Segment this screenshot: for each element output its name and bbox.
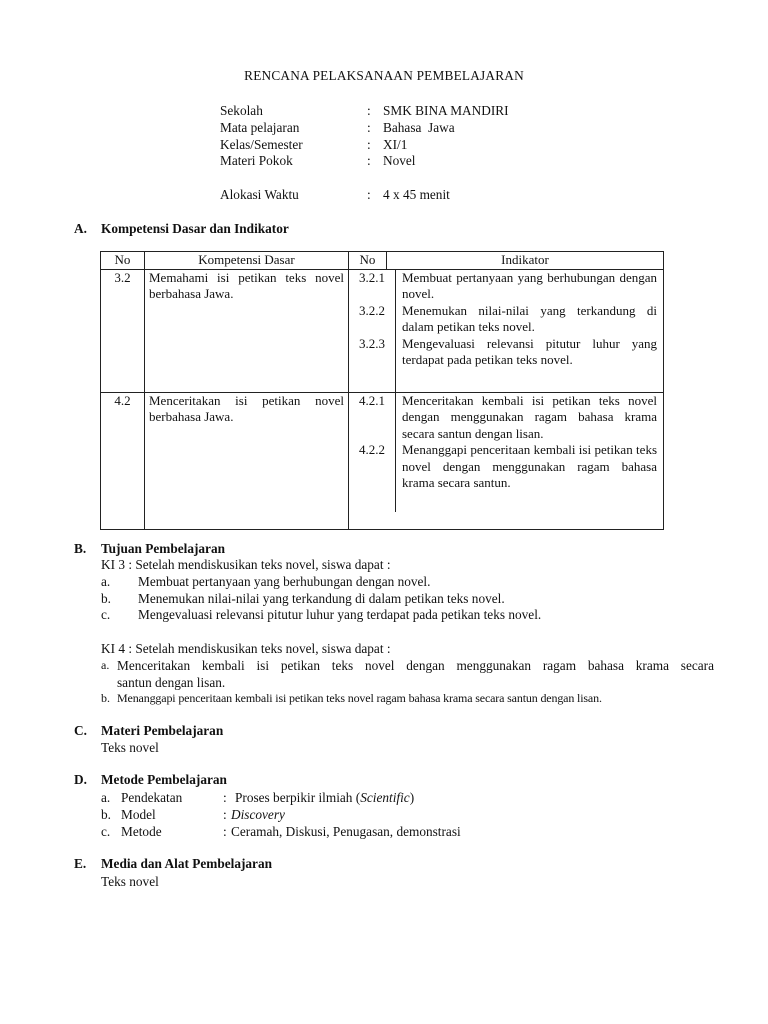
method-value bbox=[235, 789, 414, 806]
info-colon: : bbox=[367, 103, 371, 118]
section-c-body: Teks novel bbox=[101, 740, 159, 755]
kd-number: 4.2 bbox=[101, 392, 145, 529]
indicator-cell bbox=[349, 269, 664, 392]
info-value: Novel bbox=[383, 153, 416, 168]
method-mark: b. bbox=[101, 807, 111, 822]
section-letter: D. bbox=[74, 772, 87, 787]
info-colon: : bbox=[367, 187, 371, 202]
method-colon: : bbox=[223, 790, 227, 805]
info-value: SMK BINA MANDIRI bbox=[383, 103, 509, 118]
ki3-item: Menemukan nilai-nilai yang terkandung di dalam petikan teks novel. bbox=[138, 591, 505, 606]
table-row bbox=[101, 392, 664, 529]
document-title: RENCANA PELAKSANAAN PEMBELAJARAN bbox=[244, 68, 524, 83]
section-title: Kompetensi Dasar dan Indikator bbox=[101, 221, 289, 236]
header-indikator: Indikator bbox=[387, 252, 664, 270]
info-value: 4 x 45 menit bbox=[383, 187, 450, 202]
info-label: Kelas/Semester bbox=[220, 137, 303, 152]
indicator-number: 4.2.1 bbox=[349, 393, 396, 443]
indicator-text: Menceritakan kembali isi petikan teks novel dengan menggunakan ragam bahasa krama secara santun dengan lisan. bbox=[402, 392, 657, 441]
info-colon: : bbox=[367, 137, 371, 152]
ki4-item-b: Menanggapi penceritaan kembali isi petikan teks novel ragam bahasa krama secara santun dengan lisan. bbox=[117, 691, 602, 705]
section-letter: A. bbox=[74, 221, 87, 236]
method-colon: : bbox=[223, 807, 227, 822]
method-label: Pendekatan bbox=[121, 790, 183, 805]
ki3-mark: c. bbox=[101, 607, 111, 622]
section-letter: B. bbox=[74, 541, 87, 556]
competency-table bbox=[100, 251, 664, 530]
indicator-text: Menemukan nilai-nilai yang terkandung di dalam petikan teks novel. bbox=[402, 302, 657, 334]
ki4-item-a-line1: Menceritakan kembali isi petikan teks novel dengan menggunakan ragam bahasa krama secara bbox=[117, 658, 714, 673]
section-letter: C. bbox=[74, 723, 87, 738]
section-title: Metode Pembelajaran bbox=[101, 772, 227, 787]
method-value-italic: Scientific bbox=[360, 790, 410, 805]
indicator-number: 3.2.3 bbox=[349, 336, 396, 392]
header-no-indicator: No bbox=[349, 252, 387, 270]
ki4-item-a-line2: santun dengan lisan. bbox=[117, 675, 226, 690]
ki3-intro: KI 3 : Setelah mendiskusikan teks novel, siswa dapat : bbox=[101, 557, 391, 572]
info-value: Bahasa Jawa bbox=[383, 120, 455, 135]
section-title: Media dan Alat Pembelajaran bbox=[101, 856, 273, 871]
method-value bbox=[231, 806, 285, 823]
info-label: Sekolah bbox=[220, 103, 263, 118]
method-colon: : bbox=[223, 824, 227, 839]
method-mark: c. bbox=[101, 824, 111, 839]
ki4-mark: a. bbox=[101, 658, 110, 672]
ki3-mark: b. bbox=[101, 591, 111, 606]
info-colon: : bbox=[367, 120, 371, 135]
indicator-text: Membuat pertanyaan yang berhubungan dengan novel. bbox=[402, 269, 657, 301]
method-mark: a. bbox=[101, 790, 111, 805]
method-value-end: ) bbox=[409, 790, 415, 805]
info-label: Mata pelajaran bbox=[220, 120, 300, 135]
kd-number: 3.2 bbox=[101, 269, 145, 392]
indicator-number: 4.2.2 bbox=[349, 442, 396, 512]
indicator-number: 3.2.1 bbox=[349, 270, 396, 303]
section-letter: E. bbox=[74, 856, 87, 871]
method-value-text: Proses berpikir ilmiah ( bbox=[235, 790, 361, 805]
section-e-body: Teks novel bbox=[101, 874, 159, 889]
kd-text: Memahami isi petikan teks novel berbahasa Jawa. bbox=[145, 269, 349, 392]
ki3-mark: a. bbox=[101, 574, 111, 589]
method-label: Metode bbox=[121, 824, 162, 839]
ki3-item: Membuat pertanyaan yang berhubungan dengan novel. bbox=[138, 574, 431, 589]
method-value-italic: Discovery bbox=[231, 807, 285, 822]
section-title: Tujuan Pembelajaran bbox=[101, 541, 225, 556]
indicator-text: Menanggapi penceritaan kembali isi petikan teks novel dengan menggunakan ragam bahasa krama secara santun. bbox=[402, 442, 657, 490]
header-no: No bbox=[101, 252, 145, 270]
ki4-mark: b. bbox=[101, 691, 110, 705]
table-header-row bbox=[101, 252, 664, 270]
ki4-intro: KI 4 : Setelah mendiskusikan teks novel, siswa dapat : bbox=[101, 641, 391, 656]
method-label: Model bbox=[121, 807, 156, 822]
info-colon: : bbox=[367, 153, 371, 168]
info-value: XI/1 bbox=[383, 137, 408, 152]
table-row bbox=[101, 269, 664, 392]
kd-text: Menceritakan isi petikan novel berbahasa Jawa. bbox=[145, 392, 349, 529]
method-value: Ceramah, Diskusi, Penugasan, demonstrasi bbox=[231, 824, 461, 839]
info-label: Materi Pokok bbox=[220, 153, 293, 168]
indicator-text: Mengevaluasi relevansi pitutur luhur yang terdapat pada petikan teks novel. bbox=[402, 335, 657, 367]
indicator-number: 3.2.2 bbox=[349, 303, 396, 336]
section-title: Materi Pembelajaran bbox=[101, 723, 224, 738]
indicator-cell bbox=[349, 392, 664, 529]
ki3-item: Mengevaluasi relevansi pitutur luhur yang terdapat pada petikan teks novel. bbox=[138, 607, 542, 622]
info-label: Alokasi Waktu bbox=[220, 187, 299, 202]
header-kompetensi-dasar: Kompetensi Dasar bbox=[145, 252, 349, 270]
